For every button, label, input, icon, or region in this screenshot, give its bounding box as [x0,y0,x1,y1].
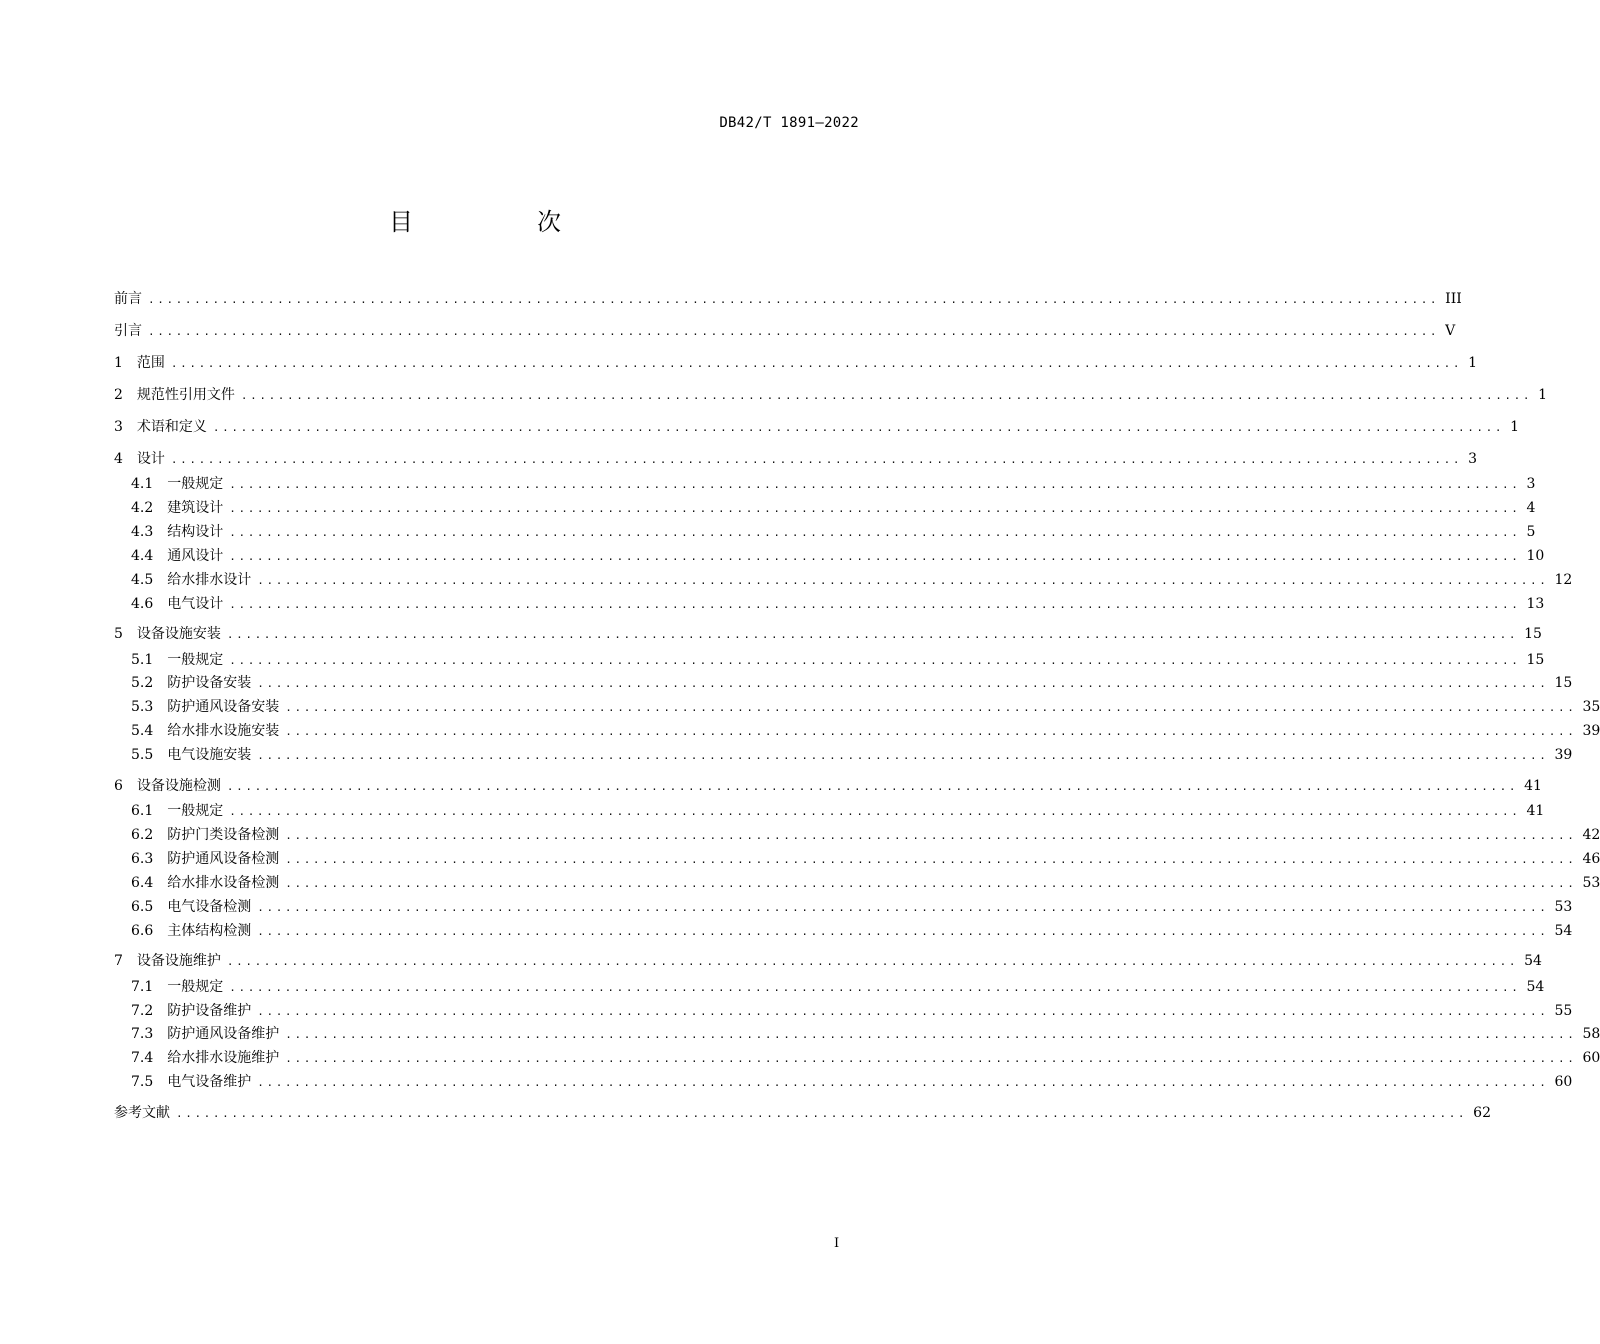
toc-entry-page: 54 [1554,923,1573,939]
dot-leader: ............................................................................................................................................ [285,725,1577,738]
dot-leader: ............................................................................................................................................ [226,955,1519,968]
toc-entry-label: 设计 [136,451,165,467]
dot-leader: ............................................................................................................................................ [229,502,1521,515]
toc-entry[interactable] [131,897,1573,917]
toc-entry-number: 4.3 [131,524,154,540]
toc-entry[interactable] [131,522,1536,542]
toc-entry-label: 给水排水设施安装 [167,723,280,739]
dot-leader: ............................................................................................................................................ [176,1107,1468,1120]
dot-leader: ............................................................................................................................................ [226,628,1519,641]
dot-leader: ............................................................................................................................................ [257,901,1549,914]
toc-entry-number: 4.4 [131,548,154,564]
toc-entry-number: 7.1 [131,979,154,995]
toc-entry[interactable] [131,801,1545,821]
toc-entry-page: 3 [1468,451,1478,467]
toc-entry-page: 5 [1526,524,1536,540]
toc-entry-label: 通风设计 [167,548,224,564]
toc-entry-label: 规范性引用文件 [136,387,235,403]
toc-entry-page: 41 [1526,803,1545,819]
toc-entry[interactable] [131,594,1545,614]
toc-entry[interactable] [114,951,1542,971]
toc-entry-label: 前言 [114,291,142,307]
dot-leader: ............................................................................................................................................ [285,1028,1577,1041]
toc-entry-label: 一般规定 [167,652,224,668]
toc-entry-page: III [1445,291,1462,307]
toc-entry-page: 55 [1554,1003,1573,1019]
toc-entry-number: 6.4 [131,875,154,891]
toc-entry[interactable] [131,546,1545,566]
toc-entry-number: 4.6 [131,596,154,612]
toc-entry[interactable] [131,570,1573,590]
toc-entry-number: 4.2 [131,500,154,516]
toc-entry[interactable] [114,353,1478,373]
dot-leader: ............................................................................................................................................ [285,829,1577,842]
dot-leader: ............................................................................................................................................ [226,780,1519,793]
toc-entry-number: 5 [114,626,123,642]
toc-entry-label: 电气设备检测 [167,899,252,915]
toc-entry-number: 5.4 [131,723,154,739]
toc-entry-label: 电气设计 [167,596,224,612]
dot-leader: ............................................................................................................................................ [170,357,1463,370]
toc-entry-page: 3 [1526,476,1536,492]
toc-entry-number: 4.1 [131,476,154,492]
toc-entry-label: 参考文献 [114,1105,170,1121]
toc-entry-page: 12 [1554,572,1573,588]
toc-entry[interactable] [131,673,1573,693]
document-code: DB42/T 1891—2022 [719,115,859,131]
toc-entry-label: 防护设备安装 [167,675,252,691]
dot-leader: ............................................................................................................................................ [257,677,1549,690]
toc-entry[interactable] [131,873,1600,893]
toc-entry-label: 设备设施安装 [136,626,221,642]
dot-leader: ............................................................................................................................................ [229,526,1521,539]
toc-entry-number: 6.6 [131,923,154,939]
toc-entry-page: 53 [1582,875,1600,891]
dot-leader: ............................................................................................................................................ [285,701,1577,714]
toc-entry[interactable] [131,721,1600,741]
toc-entry[interactable] [131,498,1536,518]
toc-entry[interactable] [114,289,1462,309]
toc-entry-page: 1 [1538,387,1548,403]
toc-entry-page: 62 [1473,1105,1491,1121]
toc-entry-label: 设备设施维护 [136,953,221,969]
toc-entry[interactable] [131,697,1600,717]
toc-entry[interactable] [131,745,1573,765]
toc-entry[interactable] [131,1048,1600,1068]
toc-entry-page: 54 [1526,979,1545,995]
toc-entry-label: 电气设备维护 [167,1074,252,1090]
toc-entry-page: 58 [1582,1026,1600,1042]
toc-entry-label: 一般规定 [167,803,224,819]
toc-entry-label: 建筑设计 [167,500,224,516]
toc-entry-label: 范围 [136,355,165,371]
dot-leader: ............................................................................................................................................ [229,598,1521,611]
dot-leader: ............................................................................................................................................ [212,421,1505,434]
dot-leader: ............................................................................................................................................ [285,853,1577,866]
dot-leader: ............................................................................................................................................ [257,1005,1549,1018]
toc-entry[interactable] [131,921,1573,941]
toc-entry[interactable] [114,417,1520,437]
toc-entry-label: 防护门类设备检测 [167,827,280,843]
toc-entry-number: 7.4 [131,1050,154,1066]
toc-entry-label: 引言 [114,323,142,339]
page-title: 目 次 [389,208,611,236]
toc-entry-label: 电气设施安装 [167,747,252,763]
dot-leader: ............................................................................................................................................ [148,325,1440,338]
page-number: I [834,1236,840,1251]
toc-entry[interactable] [114,1103,1491,1123]
toc-entry-number: 5.1 [131,652,154,668]
toc-entry[interactable] [131,1001,1573,1021]
toc-entry-label: 一般规定 [167,476,224,492]
toc-entry-number: 6.3 [131,851,154,867]
toc-entry-page: V [1445,323,1456,339]
toc-entry-page: 15 [1524,626,1542,642]
dot-leader: ............................................................................................................................................ [229,654,1521,667]
toc-entry[interactable] [131,650,1545,670]
toc-entry-label: 结构设计 [167,524,224,540]
toc-entry-label: 一般规定 [167,979,224,995]
toc-entry-label: 设备设施检测 [136,778,221,794]
toc-entry-number: 4 [114,451,123,467]
toc-entry-label: 防护通风设备安装 [167,699,280,715]
toc-entry-page: 10 [1526,548,1545,564]
toc-entry[interactable] [131,977,1545,997]
dot-leader: ............................................................................................................................................ [285,1052,1577,1065]
toc-entry-label: 术语和定义 [136,419,207,435]
toc-entry[interactable] [114,321,1456,341]
toc-entry-number: 7 [114,953,123,969]
toc-entry[interactable] [114,449,1478,469]
toc-entry-number: 7.5 [131,1074,154,1090]
toc-entry-page: 13 [1526,596,1545,612]
toc-entry[interactable] [131,1072,1573,1092]
toc-entry-page: 60 [1554,1074,1573,1090]
toc-entry-label: 给水排水设备检测 [167,875,280,891]
toc-entry-page: 41 [1524,778,1542,794]
toc-entry-number: 5.3 [131,699,154,715]
toc-entry-page: 1 [1510,419,1520,435]
toc-entry-label: 防护通风设备维护 [167,1026,280,1042]
toc-entry-page: 46 [1582,851,1600,867]
toc-entry-page: 15 [1526,652,1545,668]
toc-entry-number: 6.5 [131,899,154,915]
dot-leader: ............................................................................................................................................ [229,805,1521,818]
toc-entry-page: 1 [1468,355,1478,371]
dot-leader: ............................................................................................................................................ [285,877,1577,890]
toc-entry[interactable] [131,849,1600,869]
toc-entry-label: 给水排水设计 [167,572,252,588]
toc-entry-label: 防护设备维护 [167,1003,252,1019]
toc-entry[interactable] [114,776,1542,796]
toc-entry-number: 3 [114,419,123,435]
toc-entry[interactable] [131,474,1536,494]
toc-entry[interactable] [114,624,1542,644]
toc-entry-label: 防护通风设备检测 [167,851,280,867]
toc-entry-page: 4 [1526,500,1536,516]
toc-entry-number: 6.1 [131,803,154,819]
toc-entry-number: 5.2 [131,675,154,691]
dot-leader: ............................................................................................................................................ [257,925,1549,938]
toc-entry-number: 2 [114,387,123,403]
toc-entry-page: 60 [1582,1050,1600,1066]
toc-entry-label: 给水排水设施维护 [167,1050,280,1066]
dot-leader: ............................................................................................................................................ [257,574,1549,587]
dot-leader: ............................................................................................................................................ [229,478,1521,491]
toc-entry-page: 54 [1524,953,1542,969]
toc-entry-page: 15 [1554,675,1573,691]
toc-entry-number: 6.2 [131,827,154,843]
toc-entry-number: 5.5 [131,747,154,763]
toc-entry-page: 53 [1554,899,1573,915]
dot-leader: ............................................................................................................................................ [229,550,1521,563]
dot-leader: ............................................................................................................................................ [240,389,1533,402]
dot-leader: ............................................................................................................................................ [148,293,1440,306]
toc-entry[interactable] [131,825,1600,845]
toc-entry-number: 4.5 [131,572,154,588]
toc-entry-page: 39 [1582,723,1600,739]
toc-entry-number: 7.3 [131,1026,154,1042]
toc-entry-page: 35 [1582,699,1600,715]
toc-entry-number: 7.2 [131,1003,154,1019]
dot-leader: ............................................................................................................................................ [170,453,1463,466]
toc-entry-page: 39 [1554,747,1573,763]
toc-entry-number: 1 [114,355,123,371]
toc-entry[interactable] [114,385,1548,405]
dot-leader: ............................................................................................................................................ [257,749,1549,762]
dot-leader: ............................................................................................................................................ [257,1076,1549,1089]
toc-entry-label: 主体结构检测 [167,923,252,939]
toc-entry-page: 42 [1582,827,1600,843]
toc-entry[interactable] [131,1024,1600,1044]
dot-leader: ............................................................................................................................................ [229,981,1521,994]
toc-entry-number: 6 [114,778,123,794]
